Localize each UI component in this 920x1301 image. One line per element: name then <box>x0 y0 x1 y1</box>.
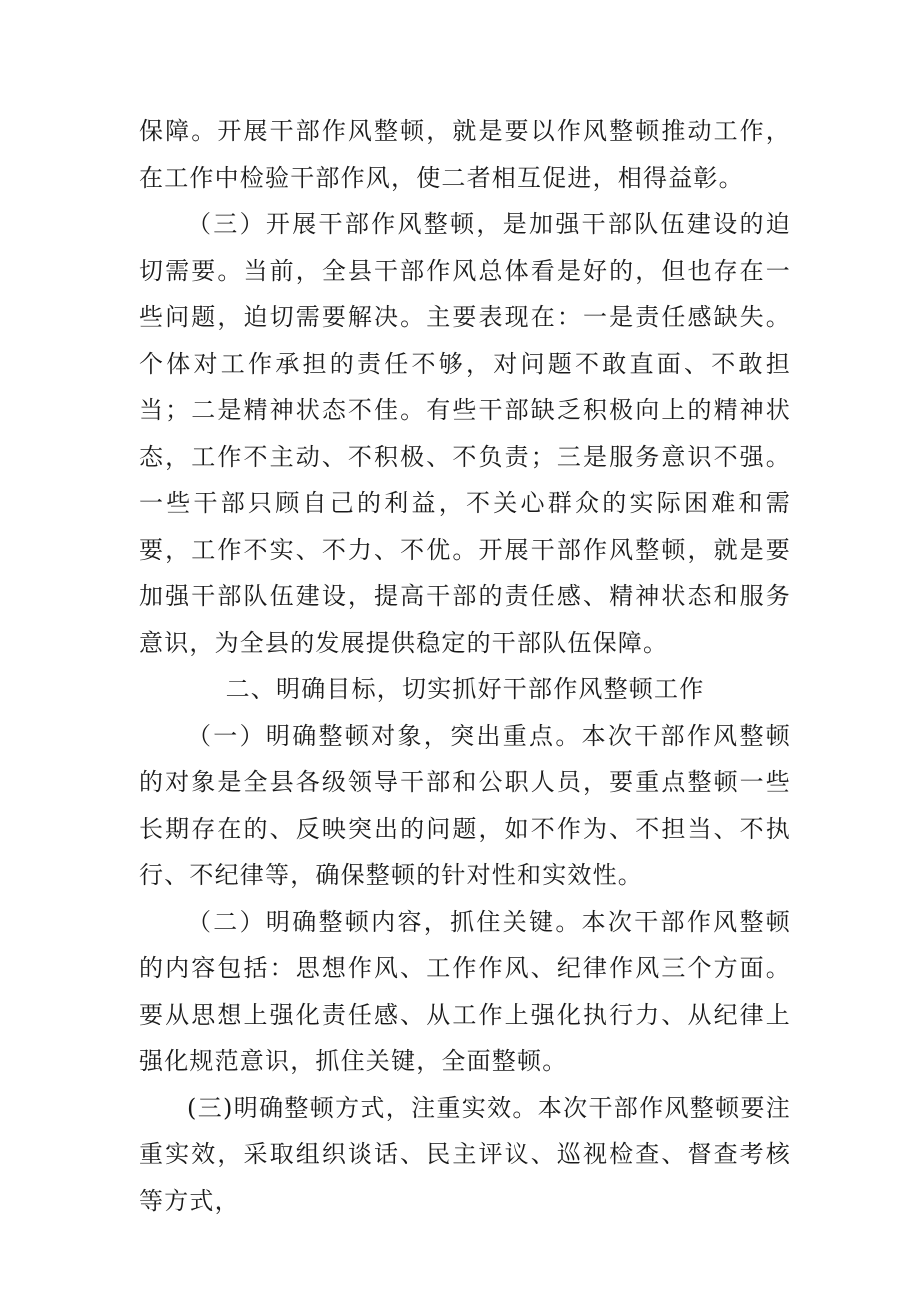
section-heading-two: 二、明确目标，切实抓好干部作风整顿工作 <box>225 675 705 703</box>
paragraph-subsection-two: （二）明确整顿内容，抓住关键。本次干部作风整顿的内容包括：思想作风、工作作风、纪律作风三个方面。要从思想上强化责任感、从工作上强化执行力、从纪律上强化规范意识，抓住关键，全面整顿。 <box>139 907 791 1075</box>
paragraph-subsection-one: （一）明确整顿对象，突出重点。本次干部作风整顿的对象是全县各级领导干部和公职人员，要重点整顿一些长期存在的、反映突出的问题，如不作为、不担当、不执行、不纪律等，确保整顿的针对性和实效性。 <box>139 721 791 889</box>
paragraph-continuation: 保障。开展干部作风整顿，就是要以作风整顿推动工作，在工作中检验干部作风，使二者相互促进，相得益彰。 <box>139 117 791 192</box>
document-body <box>139 108 791 1224</box>
paragraph-subsection-three: (三)明确整顿方式，注重实效。本次干部作风整顿要注重实效，采取组织谈话、民主评议、巡视检查、督查考核等方式， <box>139 1093 791 1215</box>
paragraph-section-three: （三）开展干部作风整顿，是加强干部队伍建设的迫切需要。当前，全县干部作风总体看是好的，但也存在一些问题，迫切需要解决。主要表现在：一是责任感缺失。个体对工作承担的责任不够，对问题不敢直面、不敢担当；二是精神状态不佳。有些干部缺乏积极向上的精神状态，工作不主动、不积极、不负责；三是服务意识不强。一些干部只顾自己的利益，不关心群众的实际困难和需要，工作不实、不力、不优。开展干部作风整顿，就是要加强干部队伍建设，提高干部的责任感、精神状态和服务意识，为全县的发展提供稳定的干部队伍保障。 <box>139 210 791 657</box>
